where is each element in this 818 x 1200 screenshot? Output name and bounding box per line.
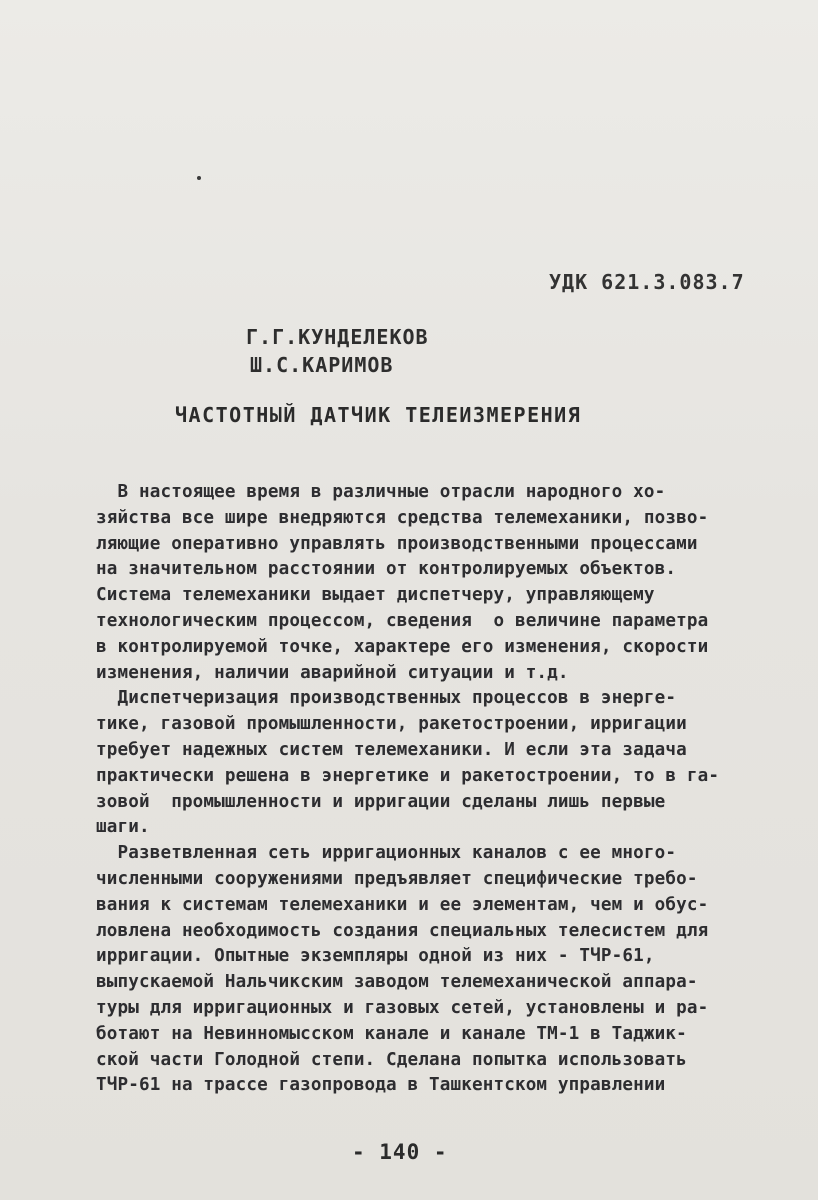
body-line: в контролируемой точке, характере его изменения, скорости xyxy=(96,636,709,657)
udk-code: УДК 621.3.083.7 xyxy=(549,270,745,294)
body-line: технологическим процессом, сведения о величине параметра xyxy=(96,610,709,631)
body-line: практически решена в энергетике и ракетостроении, то в га- xyxy=(96,765,720,786)
body-line: Система телемеханики выдает диспетчеру, управляющему xyxy=(96,585,655,606)
body-line: вания к системам телемеханики и ее элементам, чем и обус- xyxy=(96,894,709,915)
body-line: ботают на Невинномысском канале и канале ТМ-1 в Таджик- xyxy=(96,1023,687,1044)
body-line: на значительном расстоянии от контролируемых объектов. xyxy=(96,559,677,580)
author-1: Г.Г.КУНДЕЛЕКОВ xyxy=(246,325,429,349)
body-line: изменения, наличии аварийной ситуации и т.д. xyxy=(96,662,569,683)
body-line: Диспетчеризация производственных процессов в энерге- xyxy=(96,688,677,709)
body-line: тике, газовой промышленности, ракетостроении, ирригации xyxy=(96,714,687,735)
body-line: ТЧР-61 на трассе газопровода в Ташкентском управлении xyxy=(96,1075,666,1096)
body-line: численными сооружениями предъявляет специфические требо- xyxy=(96,868,698,889)
page-number: - 140 - xyxy=(352,1140,448,1164)
article-title: ЧАСТОТНЫЙ ДАТЧИК ТЕЛЕИЗМЕРЕНИЯ xyxy=(175,403,582,427)
body-line: требует надежных систем телемеханики. И если эта задача xyxy=(96,739,687,760)
body-line: выпускаемой Нальчикским заводом телемеханической аппара- xyxy=(96,972,698,993)
body-line: туры для ирригационных и газовых сетей, установлены и ра- xyxy=(96,997,709,1018)
body-line: Разветвленная сеть ирригационных каналов с ее много- xyxy=(96,843,677,864)
body-line: ляющие оперативно управлять производственными процессами xyxy=(96,533,698,554)
body-line: зовой промышленности и ирригации сделаны лишь первые xyxy=(96,791,666,812)
article-body xyxy=(96,480,786,1099)
body-line: В настоящее время в различные отрасли народного хо- xyxy=(96,482,666,502)
body-line: ирригации. Опытные экземпляры одной из них - ТЧР-61, xyxy=(96,946,655,967)
ink-speck xyxy=(197,176,201,180)
body-line: зяйства все шире внедряются средства телемеханики, позво- xyxy=(96,507,709,528)
body-line: шаги. xyxy=(96,817,150,838)
body-line: ской части Голодной степи. Сделана попытка использовать xyxy=(96,1049,687,1070)
author-2: Ш.С.КАРИМОВ xyxy=(250,353,394,377)
body-line: ловлена необходимость создания специальных телесистем для xyxy=(96,920,709,941)
